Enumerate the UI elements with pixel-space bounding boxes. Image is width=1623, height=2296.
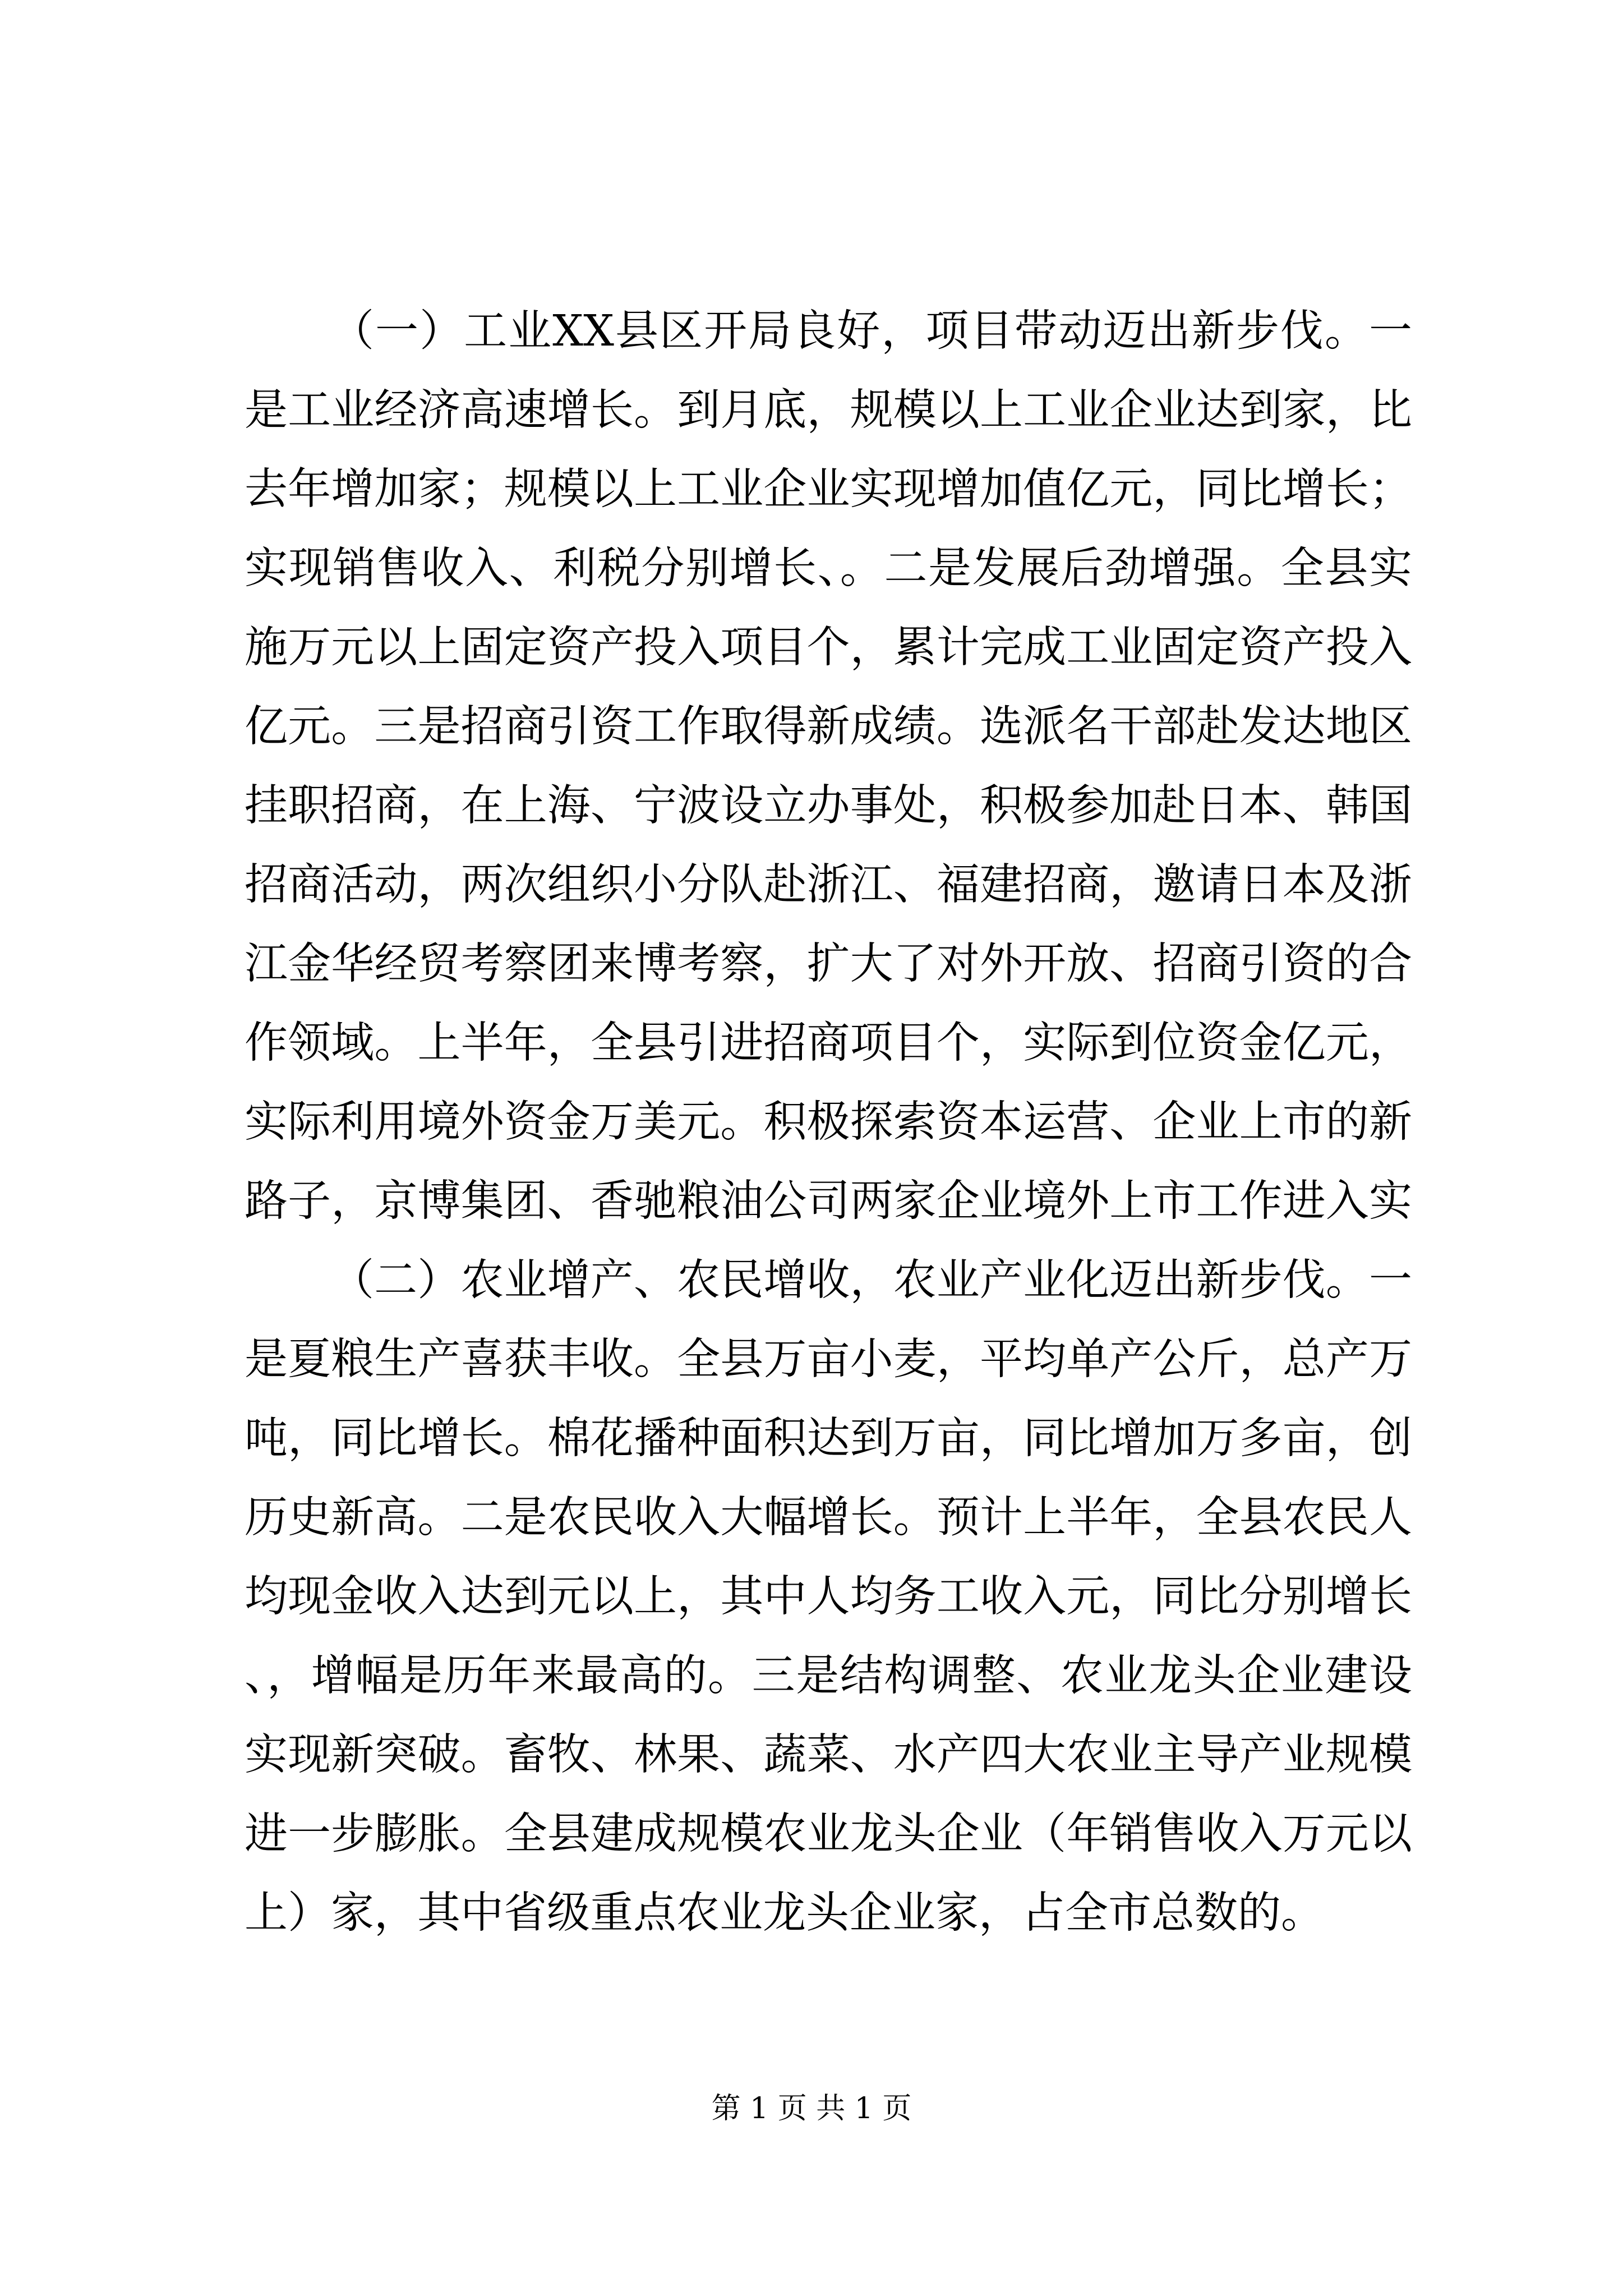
document-body [245,292,1412,2032]
paragraph-industry: （一）工业XX县区开局良好，项目带动迈出新步伐。一是工业经济高速增长。到月底，规模以上工业企业达到家，比去年增加家；规模以上工业企业实现增加值亿元，同比增长；实现销售收入、利税分别增长、。二是发展后劲增强。全县实施万元以上固定资产投入项目个，累计完成工业固定资产投入亿元。三是招商引资工作取得新成绩。选派名干部赴发达地区挂职招商，在上海、宁波设立办事处，积极参加赴日本、韩国招商活动，两次组织小分队赴浙江、福建招商，邀请日本及浙江金华经贸考察团来博考察，扩大了对外开放、招商引资的合作领域。上半年，全县引进招商项目个，实际到位资金亿元，实际利用境外资金万美元。积极探索资本运营、企业上市的新路子，京博集团、香驰粮油公司两家企业境外上市工作进入实 [245,306,1412,1226]
page-footer [0,2089,1623,2128]
paragraph-agriculture: （二）农业增产、农民增收，农业产业化迈出新步伐。一是夏粮生产喜获丰收。全县万亩小麦，平均单产公斤，总产万吨，同比增长。棉花播种面积达到万亩，同比增加万多亩，创历史新高。二是农民收入大幅增长。预计上半年，全县农民人均现金收入达到元以上，其中人均务工收入元，同比分别增长、，增幅是历年来最高的。三是结构调整、农业龙头企业建设实现新突破。畜牧、林果、蔬菜、水产四大农业主导产业规模进一步膨胀。全县建成规模农业龙头企业（年销售收入万元以上）家，其中省级重点农业龙头企业家，占全市总数的。 [245,1255,1412,1938]
page-number-label: 第 1 页 共 1 页 [711,2092,912,2125]
